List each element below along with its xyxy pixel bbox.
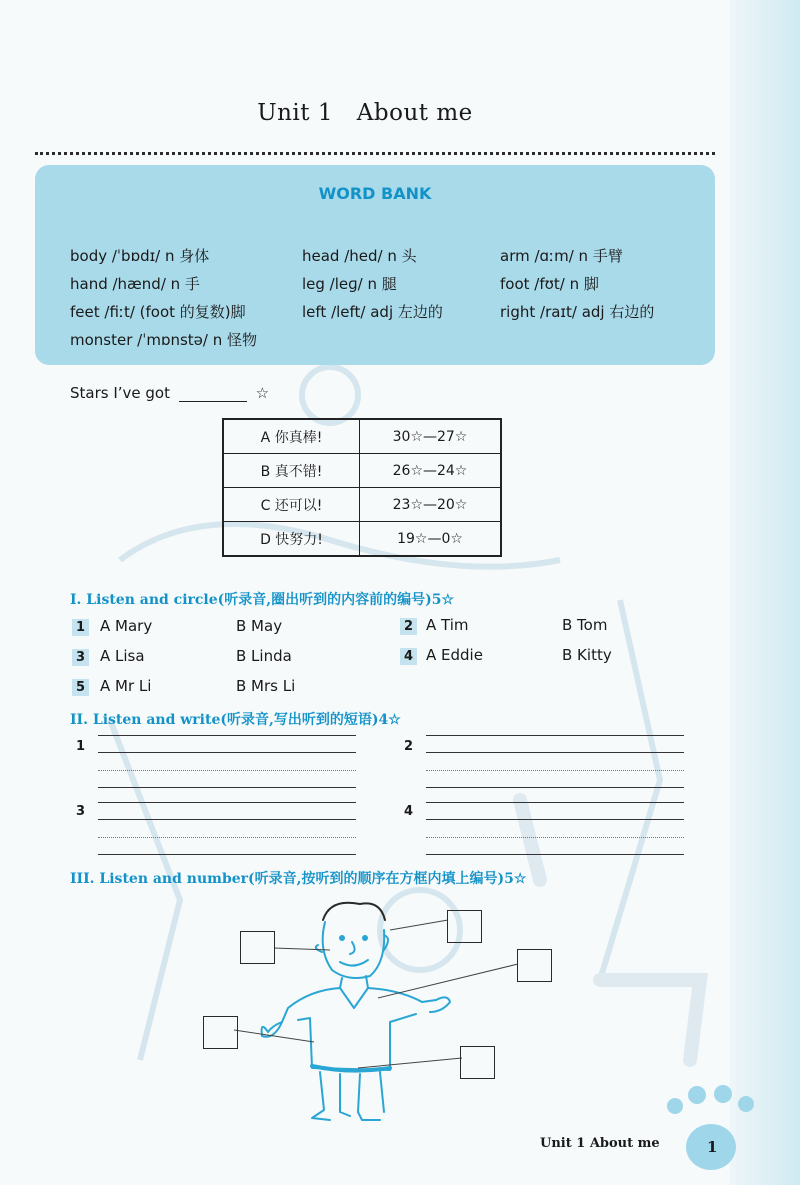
table-row (223, 488, 501, 522)
writing-line[interactable] (98, 802, 356, 803)
unit-topic: About me (356, 100, 473, 126)
grade-label: B 真不错! (223, 454, 360, 488)
writing-guide-line (426, 837, 684, 838)
page-title (0, 100, 730, 126)
option-a[interactable]: A Tim (426, 616, 469, 634)
writing-line[interactable] (426, 787, 684, 788)
dotted-divider (35, 152, 715, 155)
writing-line[interactable] (426, 819, 684, 820)
option-b[interactable]: B Kitty (562, 646, 612, 664)
paw-toe-icon (738, 1096, 754, 1112)
option-a[interactable]: A Lisa (100, 647, 145, 665)
number-box[interactable] (240, 931, 275, 964)
word-entry: arm /ɑːm/ n 手臂 (500, 247, 623, 265)
grade-range: 19☆—0☆ (360, 522, 502, 557)
question-number: 3 (72, 649, 89, 666)
writing-line[interactable] (98, 735, 356, 736)
table-row (223, 522, 501, 557)
word-bank-panel (35, 165, 715, 365)
writing-guide-line (98, 837, 356, 838)
unit-number: Unit 1 (257, 100, 333, 126)
writing-line[interactable] (98, 752, 356, 753)
question-number: 1 (75, 739, 86, 754)
writing-line[interactable] (98, 819, 356, 820)
paw-toe-icon (688, 1086, 706, 1104)
word-entry: left /left/ adj 左边的 (302, 303, 443, 321)
option-a[interactable]: A Mary (100, 617, 153, 635)
grade-range: 26☆—24☆ (360, 454, 502, 488)
grade-range: 23☆—20☆ (360, 488, 502, 522)
question-number: 1 (72, 619, 89, 636)
question-number: 2 (400, 618, 417, 635)
grade-label: A 你真棒! (223, 419, 360, 454)
number-box[interactable] (460, 1046, 495, 1079)
option-a[interactable]: A Eddie (426, 646, 483, 664)
option-b[interactable]: B Mrs Li (236, 677, 296, 695)
word-entry: leg /leɡ/ n 腿 (302, 275, 397, 293)
writing-guide-line (426, 770, 684, 771)
stars-got-line (70, 384, 269, 402)
grade-table (222, 418, 502, 557)
paw-toe-icon (714, 1085, 732, 1103)
option-b[interactable]: B Tom (562, 616, 608, 634)
number-box[interactable] (447, 910, 482, 943)
word-bank-heading: WORD BANK (318, 184, 432, 203)
question-number: 5 (72, 679, 89, 696)
writing-line[interactable] (426, 854, 684, 855)
number-box[interactable] (517, 949, 552, 982)
section-2-title: II. Listen and write(听录音,写出听到的短语)4☆ (70, 712, 401, 728)
question-number: 4 (400, 648, 417, 665)
question-number: 3 (75, 804, 86, 819)
table-row (223, 454, 501, 488)
table-row (223, 419, 501, 454)
page-number: 1 (707, 1138, 718, 1156)
footer-unit-label: Unit 1 About me (540, 1136, 660, 1151)
section-1-title: I. Listen and circle(听录音,圈出听到的内容前的编号)5☆ (70, 592, 455, 608)
writing-line[interactable] (98, 787, 356, 788)
grade-range: 30☆—27☆ (360, 419, 502, 454)
stars-label: Stars I’ve got (70, 384, 170, 402)
question-number: 2 (403, 739, 414, 754)
word-entry: foot /fʊt/ n 脚 (500, 275, 599, 293)
writing-line[interactable] (426, 735, 684, 736)
word-entry: monster /ˈmɒnstə/ n 怪物 (70, 331, 257, 349)
grade-label: D 快努力! (223, 522, 360, 557)
option-b[interactable]: B May (236, 617, 283, 635)
boy-figure-illustration (190, 890, 570, 1130)
writing-guide-line (98, 770, 356, 771)
word-entry: hand /hænd/ n 手 (70, 275, 200, 293)
word-entry: head /hed/ n 头 (302, 247, 417, 265)
stars-blank-field[interactable] (179, 401, 247, 402)
star-icon: ☆ (255, 384, 270, 402)
word-entry: feet /fiːt/ (foot 的复数)脚 (70, 303, 246, 321)
writing-line[interactable] (98, 854, 356, 855)
number-box[interactable] (203, 1016, 238, 1049)
grade-label: C 还可以! (223, 488, 360, 522)
word-entry: body /ˈbɒdɪ/ n 身体 (70, 247, 210, 265)
paw-toe-icon (667, 1098, 683, 1114)
question-number: 4 (403, 804, 414, 819)
writing-line[interactable] (426, 802, 684, 803)
option-b[interactable]: B Linda (236, 647, 292, 665)
writing-line[interactable] (426, 752, 684, 753)
option-a[interactable]: A Mr Li (100, 677, 152, 695)
word-entry: right /raɪt/ adj 右边的 (500, 303, 655, 321)
section-3-title: III. Listen and number(听录音,按听到的顺序在方框内填上编号)5☆ (70, 871, 527, 887)
